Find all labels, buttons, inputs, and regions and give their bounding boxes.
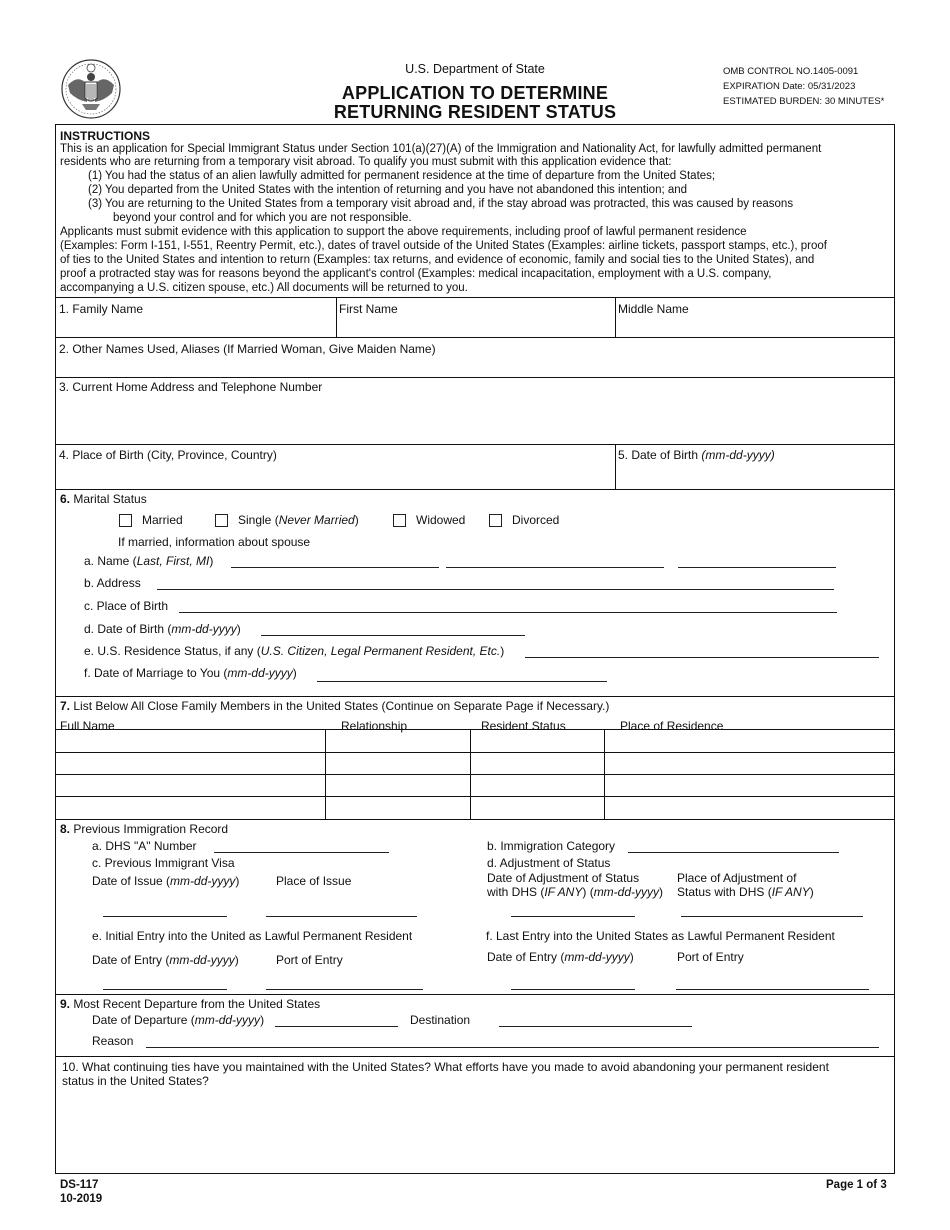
last-port-label: Port of Entry	[677, 950, 744, 964]
omb-control: OMB CONTROL NO.1405-0091	[723, 66, 859, 77]
immigration-category-input[interactable]	[628, 852, 839, 853]
married-checkbox[interactable]	[119, 514, 132, 527]
initial-entry-date-input[interactable]	[103, 989, 227, 990]
omb-expiration: EXPIRATION Date: 05/31/2023	[723, 81, 856, 92]
instructions-line: This is an application for Special Immigrant Status under Section 101(a)(27)(A) of the Immigration and Nationality Act, for lawfully admitted permanent	[60, 143, 822, 155]
instructions-line: (Examples: Form I-151, I-551, Reentry Permit, etc.), dates of travel outside of the United States (Examples: airline tickets, passport stamps, etc.), proof	[60, 240, 827, 252]
omb-info	[723, 64, 884, 109]
place-of-issue-label: Place of Issue	[276, 874, 352, 888]
omb-burden: ESTIMATED BURDEN: 30 MINUTES*	[723, 96, 885, 107]
last-port-input[interactable]	[676, 989, 869, 990]
last-entry-date-input[interactable]	[511, 989, 635, 990]
spouse-dob-label: d. Date of Birth (mm-dd-yyyy)	[84, 622, 241, 636]
married-label: Married	[142, 513, 183, 527]
immigration-category-label: b. Immigration Category	[487, 839, 616, 853]
spouse-first-name-input[interactable]	[446, 567, 664, 568]
ties-question-line2: status in the United States?	[62, 1074, 209, 1088]
initial-entry-label: e. Initial Entry into the United as Lawful Permanent Resident	[92, 929, 413, 943]
date-of-birth-field[interactable]	[618, 448, 775, 462]
page-number: Page 1 of 3	[826, 1179, 887, 1191]
spouse-residence-input[interactable]	[525, 657, 879, 658]
spouse-birthplace-input[interactable]	[179, 612, 837, 613]
adjustment-date-input[interactable]	[511, 916, 635, 917]
date-of-issue-label: Date of Issue (mm-dd-yyyy)	[92, 874, 240, 888]
dob-format: (mm-dd-yyyy)	[701, 448, 775, 462]
ties-question-line1: 10. What continuing ties have you maintained with the United States? What efforts have you made to avoid abandoning your permanent resident	[62, 1060, 829, 1074]
spouse-middle-initial-input[interactable]	[678, 567, 836, 568]
divorced-checkbox[interactable]	[489, 514, 502, 527]
spouse-info-label: If married, information about spouse	[118, 535, 311, 549]
initial-port-input[interactable]	[266, 989, 423, 990]
home-address-field[interactable]: 3. Current Home Address and Telephone Number	[59, 380, 323, 394]
instructions-line: (2) You departed from the United States with the intention of returning and you have not abandoned this intention; and	[88, 184, 688, 196]
adjustment-place-input[interactable]	[681, 916, 863, 917]
instructions-line: Applicants must submit evidence with this application to support the above requirements, including proof of lawful permanent residence	[60, 226, 747, 238]
middle-name-field[interactable]: Middle Name	[618, 302, 689, 316]
spouse-last-name-input[interactable]	[231, 567, 439, 568]
spouse-address-label: b. Address	[84, 576, 141, 590]
spouse-residence-label: e. U.S. Residence Status, if any (U.S. Citizen, Legal Permanent Resident, Etc.)	[84, 644, 505, 658]
dhs-a-number-label: a. DHS "A" Number	[92, 839, 197, 853]
destination-label: Destination	[410, 1013, 471, 1027]
marriage-date-input[interactable]	[317, 681, 607, 682]
adjustment-date-label: Date of Adjustment of Status with DHS (IF ANY) (mm-dd-yyyy)	[487, 871, 664, 899]
instructions-line: beyond your control and for which you are not responsible.	[113, 212, 412, 224]
widowed-label: Widowed	[416, 513, 466, 527]
date-of-issue-input[interactable]	[103, 916, 227, 917]
table-row[interactable]	[56, 774, 894, 775]
spouse-name-label: a. Name (Last, First, MI)	[84, 554, 214, 568]
last-entry-date-label: Date of Entry (mm-dd-yyyy)	[487, 950, 634, 964]
instructions-heading: INSTRUCTIONS	[60, 129, 150, 143]
spouse-birthplace-label: c. Place of Birth	[84, 599, 169, 613]
departure-date-input[interactable]	[275, 1026, 398, 1027]
place-of-birth-field[interactable]: 4. Place of Birth (City, Province, Country)	[59, 448, 277, 462]
previous-visa-label: c. Previous Immigrant Visa	[92, 856, 235, 870]
form-number: DS-117	[60, 1179, 99, 1191]
col-relationship: Relationship	[341, 719, 408, 733]
instructions-line: (1) You had the status of an alien lawfully admitted for permanent residence at the time of departure from the United States;	[88, 170, 716, 182]
adjustment-status-label: d. Adjustment of Status	[487, 856, 611, 870]
marriage-date-label: f. Date of Marriage to You (mm-dd-yyyy)	[84, 666, 297, 680]
initial-entry-date-label: Date of Entry (mm-dd-yyyy)	[92, 953, 239, 967]
col-full-name: Full Name	[60, 719, 115, 733]
spouse-dob-input[interactable]	[261, 635, 525, 636]
col-place-of-residence: Place of Residence	[620, 719, 724, 733]
adjustment-place-label: Place of Adjustment of Status with DHS (IF ANY)	[677, 871, 814, 899]
table-row[interactable]	[56, 796, 894, 797]
dhs-a-number-input[interactable]	[214, 852, 389, 853]
departure-date-label: Date of Departure (mm-dd-yyyy)	[92, 1013, 265, 1027]
form-revision: 10-2019	[60, 1193, 103, 1205]
department-name: U.S. Department of State	[405, 62, 545, 76]
instructions-line: residents who are returning from a temporary visit abroad. To qualify you must submit with this application evidence that:	[60, 156, 672, 168]
widowed-checkbox[interactable]	[393, 514, 406, 527]
divorced-label: Divorced	[512, 513, 560, 527]
first-name-field[interactable]: First Name	[339, 302, 398, 316]
single-label: Single (Never Married)	[238, 513, 359, 527]
place-of-issue-input[interactable]	[266, 916, 417, 917]
reason-label: Reason	[92, 1034, 134, 1048]
form-body	[55, 124, 895, 1174]
departure-heading: 9. Most Recent Departure from the United States	[60, 997, 321, 1011]
col-resident-status: Resident Status	[481, 719, 566, 733]
form-title-line1: APPLICATION TO DETERMINE	[341, 83, 609, 103]
family-name-field[interactable]: 1. Family Name	[59, 302, 144, 316]
reason-input[interactable]	[146, 1047, 879, 1048]
destination-input[interactable]	[499, 1026, 692, 1027]
form-title-line2: RETURNING RESIDENT STATUS	[333, 102, 617, 122]
spouse-address-input[interactable]	[157, 589, 834, 590]
family-members-heading: 7. List Below All Close Family Members in the United States (Continue on Separate Page if Necessary.)	[60, 699, 610, 713]
dob-label: 5. Date of Birth	[618, 448, 702, 462]
initial-port-label: Port of Entry	[276, 953, 343, 967]
table-row[interactable]	[56, 752, 894, 753]
ties-answer-area[interactable]	[58, 1091, 892, 1171]
single-checkbox[interactable]	[215, 514, 228, 527]
other-names-field[interactable]: 2. Other Names Used, Aliases (If Married Woman, Give Maiden Name)	[59, 342, 436, 356]
instructions-line: accompanying a U.S. citizen spouse, etc.) All documents will be returned to you.	[60, 282, 468, 294]
marital-status-heading: 6. Marital Status	[60, 492, 147, 506]
last-entry-label: f. Last Entry into the United States as Lawful Permanent Resident	[486, 929, 835, 943]
instructions-line: of ties to the United States and intention to return (Examples: tax returns, and evidence of economic, family and social ties to the United States), and	[60, 254, 815, 266]
immigration-record-heading: 8. Previous Immigration Record	[60, 822, 229, 836]
instructions-line: proof a protracted stay was for reasons beyond the applicant's control (Examples: medical incapacitation, employment with a U.S. company,	[60, 268, 772, 280]
instructions-line: (3) You are returning to the United States from a temporary visit abroad and, if the stay abroad was protracted, this was caused by reasons	[88, 198, 794, 210]
